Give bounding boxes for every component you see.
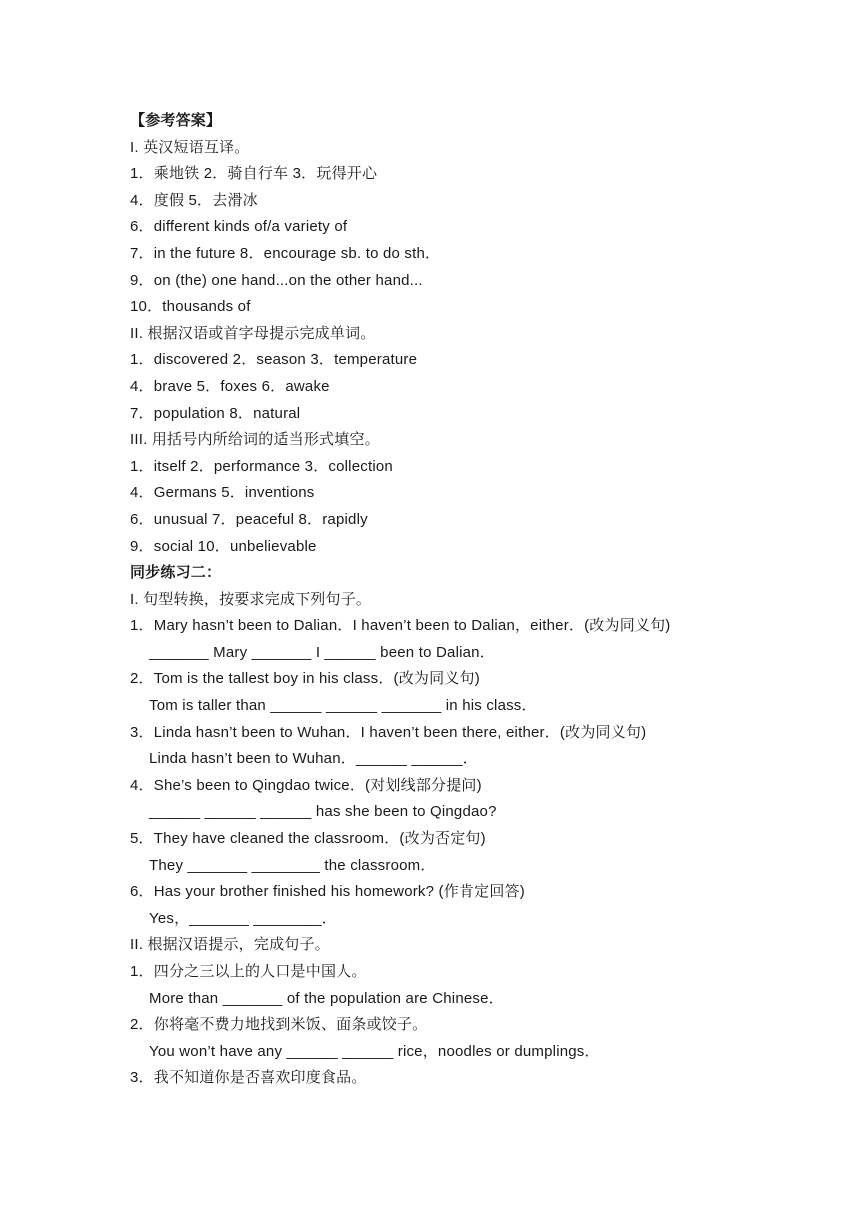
question-line: 6．Has your brother finished his homework? (作肯定回答)	[130, 883, 525, 901]
answer-line: 1．乘地铁 2．骑自行车 3．玩得开心	[130, 165, 378, 183]
section-heading: I. 句型转换，按要求完成下列句子。	[130, 590, 372, 608]
section-heading: I. 英汉短语互译。	[130, 138, 250, 156]
question-line: 2．你将毫不费力地找到米饭、面条或饺子。	[130, 1016, 428, 1034]
answer-line: 1．discovered 2．season 3．temperature	[130, 351, 418, 369]
answer-line: 9．social 10．unbelievable	[130, 537, 317, 555]
blank-line: They _______ ________ the classroom．	[149, 856, 436, 874]
answer-line: 9．on (the) one hand...on the other hand...	[130, 271, 423, 289]
question-line: 1．四分之三以上的人口是中国人。	[130, 963, 367, 980]
blank-line: _______ Mary _______ I ______ been to Dalian．	[149, 643, 495, 661]
blank-line: More than _______ of the population are Chinese．	[149, 989, 504, 1007]
answer-line: 6．unusual 7．peaceful 8．rapidly	[130, 510, 368, 528]
section-heading: III. 用括号内所给词的适当形式填空。	[130, 431, 380, 449]
answer-line: 7．in the future 8．encourage sb. to do sth．	[130, 244, 441, 262]
blank-line: Tom is taller than ______ ______ _______ in his class．	[149, 697, 537, 715]
question-line: 2．Tom is the tallest boy in his class．(改为同义句)	[130, 670, 480, 688]
answer-line: 6．different kinds of/a variety of	[130, 218, 348, 236]
section-heading: II. 根据汉语或首字母提示完成单词。	[130, 324, 376, 342]
blank-line: You won’t have any ______ ______ rice，noodles or dumplings．	[149, 1042, 600, 1060]
blank-line: ______ ______ ______ has she been to Qingdao?	[149, 803, 497, 821]
blank-line: Linda hasn’t been to Wuhan．______ ______．	[149, 750, 479, 768]
question-line: 4．She’s been to Qingdao twice．(对划线部分提问)	[130, 776, 482, 794]
answer-line: 7．population 8．natural	[130, 404, 301, 422]
answer-line: 4．度假 5．去滑冰	[130, 191, 258, 209]
document-body	[130, 108, 770, 1092]
answer-line: 4．brave 5．foxes 6．awake	[130, 377, 330, 395]
section-heading: II. 根据汉语提示，完成句子。	[130, 936, 330, 954]
question-line: 5．They have cleaned the classroom．(改为否定句)	[130, 830, 486, 848]
blank-line: Yes，_______ ________．	[149, 909, 337, 927]
answer-line: 1．itself 2．performance 3．collection	[130, 457, 393, 475]
question-line: 1．Mary hasn’t been to Dalian．I haven’t been to Dalian，either．(改为同义句)	[130, 617, 671, 635]
question-line: 3．Linda hasn’t been to Wuhan．I haven’t been there, either．(改为同义句)	[130, 723, 647, 741]
answer-line: 10．thousands of	[130, 298, 251, 316]
question-line: 3．我不知道你是否喜欢印度食品。	[130, 1069, 367, 1087]
answer-line: 4．Germans 5．inventions	[130, 484, 315, 502]
answer-key-heading: 【参考答案】	[130, 112, 222, 129]
exercise-heading: 同步练习二：	[130, 564, 222, 582]
